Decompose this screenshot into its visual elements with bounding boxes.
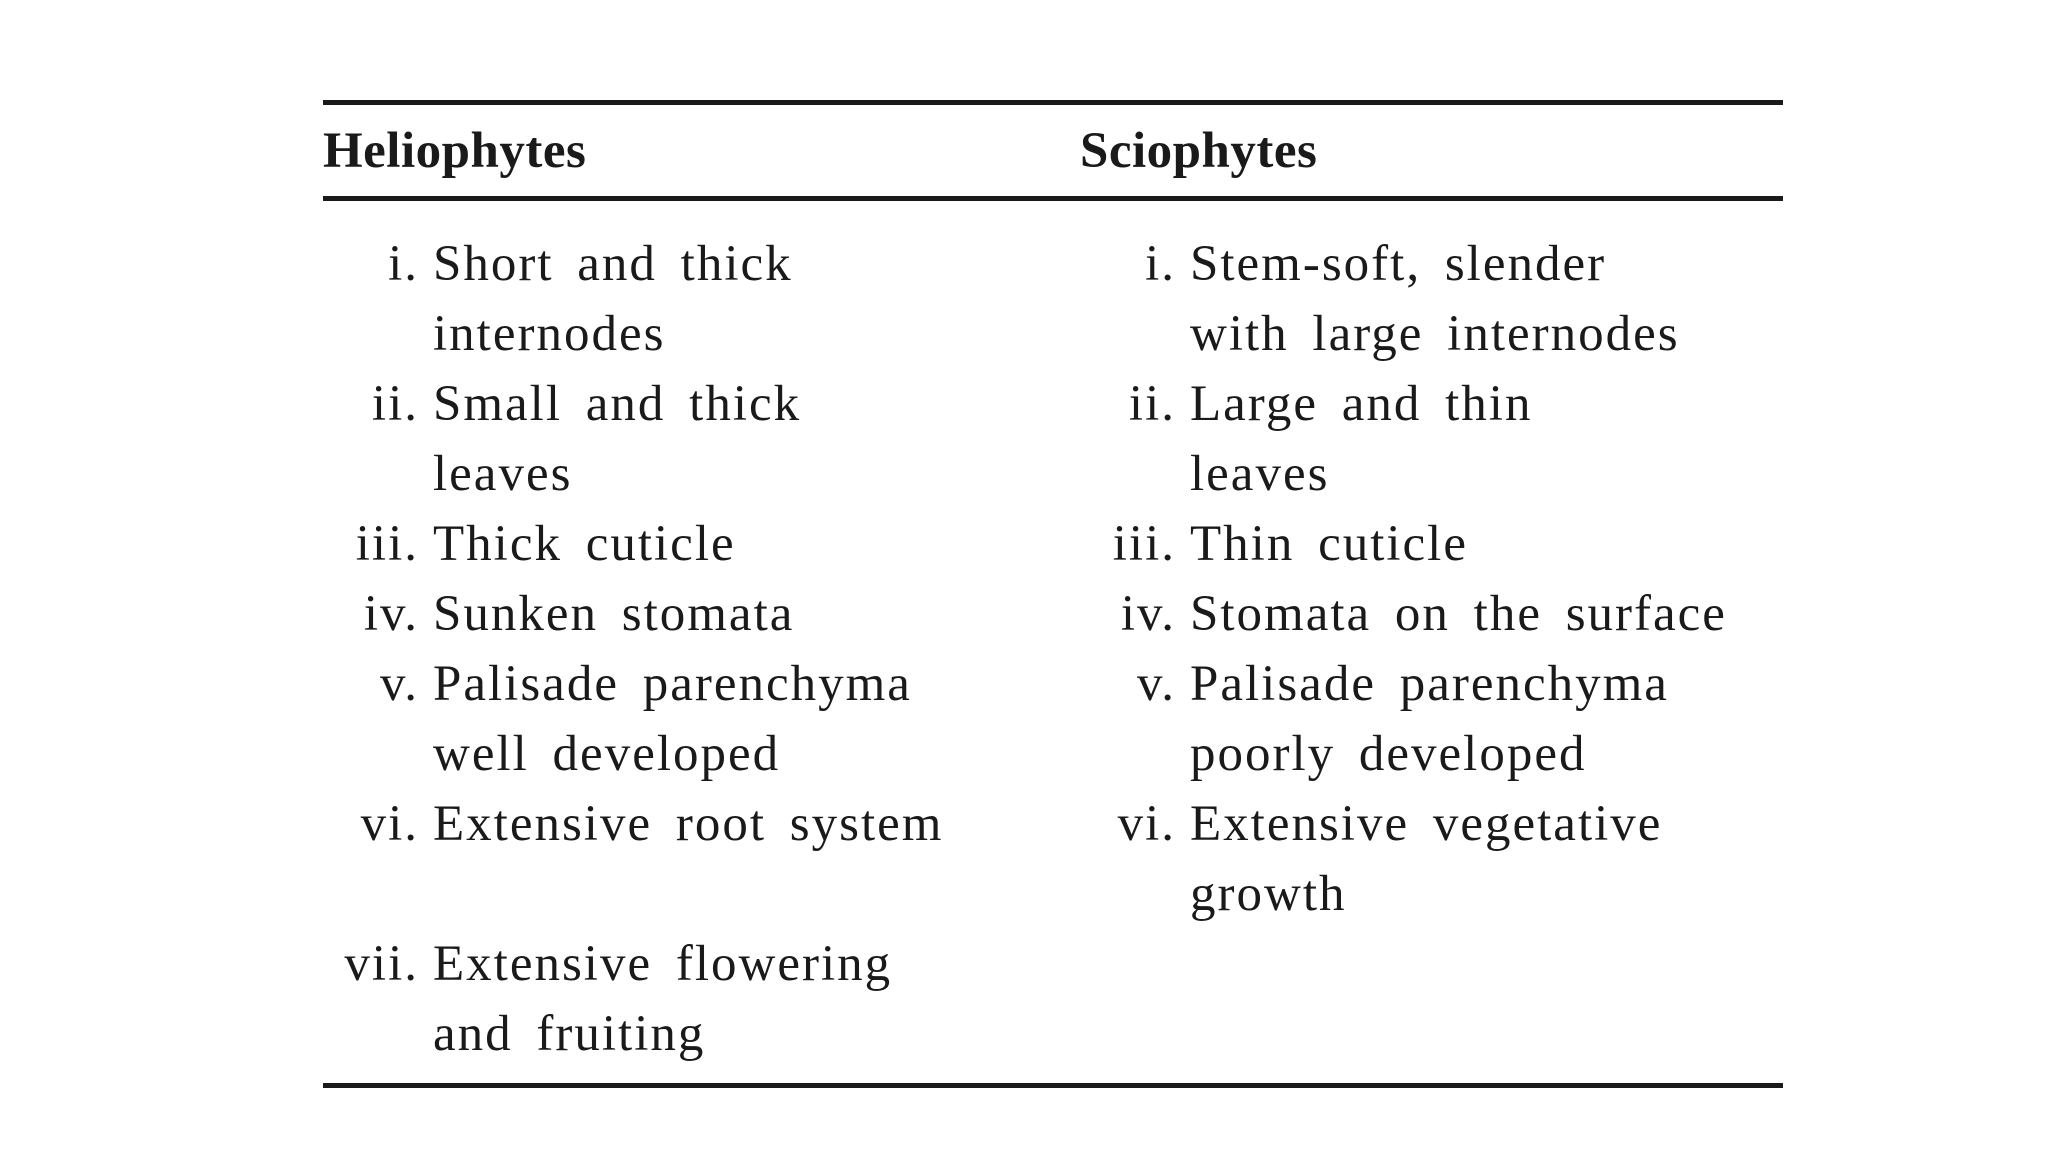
table-bottom-rule [323,1083,1783,1088]
heliophytes-column [323,229,1080,1069]
item-text: Thick cuticle [433,516,736,572]
list-item [323,229,1080,369]
list-item [323,579,1080,649]
header-sciophytes: Sciophytes [1080,122,1318,179]
list-item [1080,369,1783,509]
item-numeral: v. [1137,656,1176,712]
comparison-table [323,100,1783,1088]
item-numeral: vii. [344,936,419,992]
list-item [323,789,1080,929]
item-numeral: i. [1145,236,1176,292]
item-text: Extensive vegetative growth [1190,796,1663,922]
item-numeral: ii. [371,376,419,432]
item-numeral: vi. [1117,796,1176,852]
item-numeral: iii. [355,516,419,572]
item-text: Extensive root system [433,796,944,852]
item-numeral: iii. [1112,516,1176,572]
item-text: Palisade parenchyma poorly developed [1190,656,1669,782]
list-item [1080,579,1783,649]
item-numeral: iv. [363,586,419,642]
item-text: Thin cuticle [1190,516,1468,572]
item-numeral: vi. [360,796,419,852]
table-body [323,201,1783,1083]
sciophytes-column [1080,229,1783,1069]
item-text: Stomata on the surface [1190,586,1727,642]
item-numeral: i. [388,236,419,292]
list-item [323,929,1080,1069]
list-item [323,369,1080,509]
item-numeral: ii. [1128,376,1176,432]
list-item [323,649,1080,789]
item-text: Extensive flowering and fruiting [433,936,893,1062]
item-numeral: v. [380,656,419,712]
item-text: Small and thick leaves [433,376,802,502]
item-text: Stem-soft, slender with large internodes [1190,236,1680,362]
item-text: Short and thick internodes [433,236,793,362]
list-item [1080,649,1783,789]
list-item [1080,229,1783,369]
list-item [323,509,1080,579]
item-numeral: iv. [1120,586,1176,642]
item-text: Palisade parenchyma well developed [433,656,912,782]
item-text: Sunken stomata [433,586,795,642]
item-text: Large and thin leaves [1190,376,1533,502]
list-item [1080,509,1783,579]
table-header-row [323,105,1783,196]
header-heliophytes: Heliophytes [323,122,587,179]
list-item [1080,789,1783,929]
